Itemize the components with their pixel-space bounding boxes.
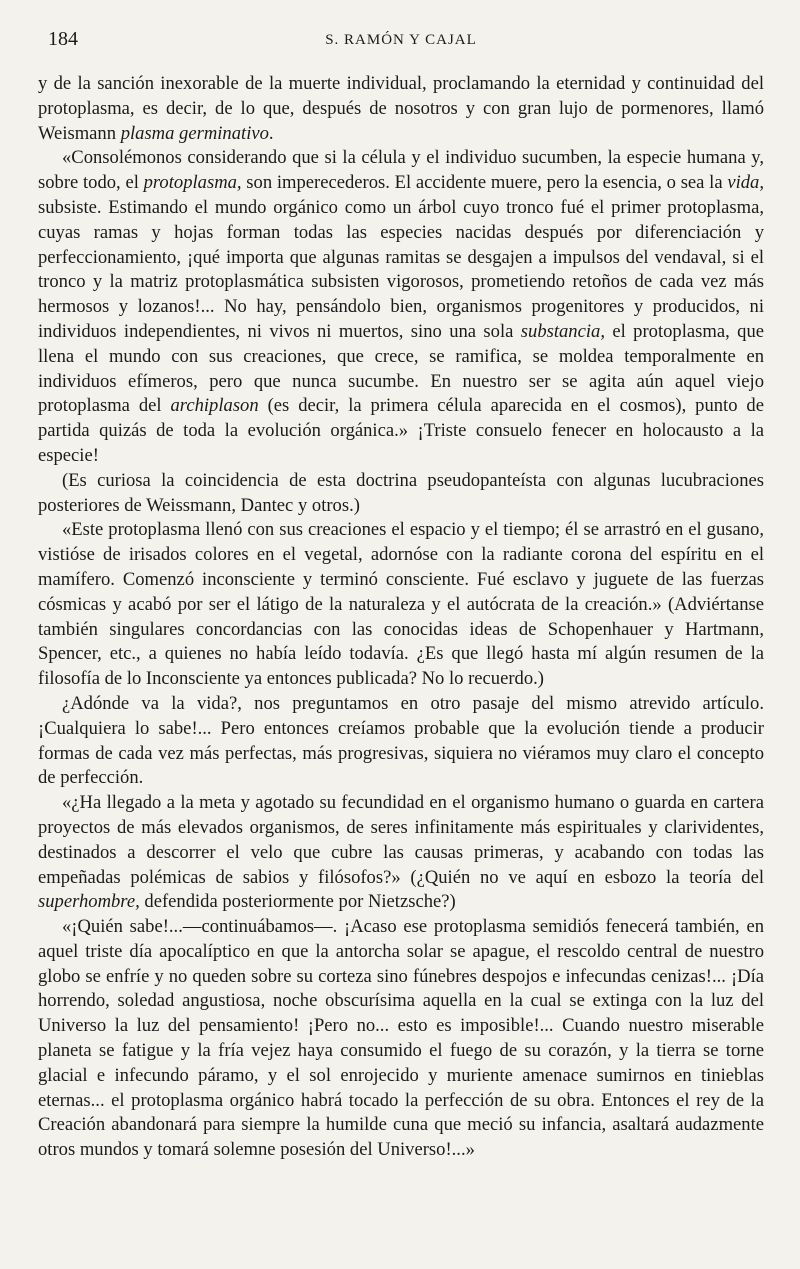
italic-term: vida, (727, 172, 764, 194)
text-run: . (268, 122, 274, 144)
paragraph (38, 146, 764, 468)
italic-term: plasma germinativo (120, 122, 269, 144)
text-run: «¡Quién sabe!...—continuábamos—. ¡Acaso ese protoplasma semidiós fenecerá también, en aquel triste día apocalíptico en que la antorcha solar se apague, el rescoldo central de nuestro globo se enfríe y no queden sobre su corteza sino fúnebres despojos e infecundas cenizas!... ¡Día horrendo, soledad angustiosa, noche obscurísima aquella en la cual se extinga con la luz del Universo la luz del pensamiento! ¡Pero no... esto es imposible!... Cuando nuestro miserable planeta se fatigue y la fría vejez haya consumido el fuego de su corazón, y la tierra se torne glacial e infecundo páramo, y el sol enrojecido y muriente amenace sumirnos en tinieblas eternas... el protoplasma orgánico habrá tocado la perfección de su obra. Entonces el rey de la Creación abandonará para siempre la humilde cuna que meció su infancia, asaltará audazmente otros mundos y tomará solemne posesión del Universo!...» (38, 916, 764, 1161)
running-title: S. RAMÓN Y CAJAL (325, 32, 477, 48)
text-run: ¿Adónde va la vida?, nos preguntamos en otro pasaje del mismo atrevido artículo. ¡Cualquiera lo sabe!... Pero entonces creíamos probable que la evolución tiende a producir formas de cada vez más perfectas, más progresivas, siquiera no viéramos muy claro el concepto de perfección. (38, 692, 764, 789)
paragraph (38, 692, 764, 791)
text-run: defendida posteriormente por Nietzsche?) (139, 891, 456, 913)
running-header (38, 28, 764, 54)
text-run: (es decir, la primera célula aparecida en el cosmos), punto de partida quizás de toda la evolución orgánica.» ¡Triste consuelo fenecer en holocausto a la especie! (38, 395, 764, 466)
italic-term: protoplasma, (143, 172, 242, 194)
paragraph (38, 915, 764, 1163)
paragraph (38, 72, 764, 146)
paragraph (38, 469, 764, 519)
text-run: son imperecederos. El accidente muere, pero la esencia, o sea la (241, 172, 728, 194)
text-run: «¿Ha llegado a la meta y agotado su fecundidad en el organismo humano o guarda en cartera proyectos de más elevados organismos, de seres infinitamente más espirituales y clarividentes, destinados a descorrer el velo que cubre las causas primeras, y acabando con todas las empeñadas polémicas de sabios y filósofos?» (¿Quién no ve aquí en esbozo la teoría del (38, 792, 764, 888)
italic-term: substancia, (520, 320, 605, 342)
paragraph (38, 791, 764, 915)
text-run: el protoplasma, que llena el mundo con sus creaciones, que crece, se ramifica, se moldea temporalmente en individuos efímeros, pero que nunca sucumbe. En nuestro ser se agita aún aquel viejo protoplasma del (38, 320, 764, 417)
text-run: subsiste. Estimando el mundo orgánico como un árbol cuyo tronco fué el primer protoplasma, cuyas ramas y hojas forman todas las especies nacidas después por diferenciación y perfeccionamiento, ¡qué importa que algunas ramitas se desgajen a impulsos del vendaval, si el tronco y la matriz protoplasmática subsisten vigorosos, prometiendo retoños de cada vez más hermosos y lozanos!... No hay, pensándolo bien, organismos progenitores y producidos, ni individuos independientes, ni vivos ni muertos, sino una sola (38, 196, 764, 342)
text-run: «Consolémonos considerando que si la célula y el individuo sucumben, la especie humana y, sobre todo, el (38, 147, 764, 194)
text-run: (Es curiosa la coincidencia de esta doctrina pseudopanteísta con algunas lucubraciones posteriores de Weissmann, Dantec y otros.) (38, 469, 764, 516)
body-text (38, 72, 764, 1163)
italic-term: archiplason (170, 395, 259, 417)
text-run: y de la sanción inexorable de la muerte individual, proclamando la eternidad y continuidad del protoplasma, es decir, de lo que, después de nosotros y con gran lujo de pormenores, llamó Weismann (38, 73, 764, 144)
page-number: 184 (48, 28, 78, 50)
paragraph (38, 518, 764, 692)
text-run: «Este protoplasma llenó con sus creaciones el espacio y el tiempo; él se arrastró en el gusano, vistióse de irisados colores en el vegetal, adornóse con la radiante corona del espíritu en el mamífero. Comenzó inconsciente y terminó consciente. Fué esclavo y juguete de las fuerzas cósmicas y acabó por ser el látigo de la naturaleza y el autócrata de la creación.» (Adviértanse también singulares concordancias con las conocidas ideas de Schopenhauer y Hartmann, Spencer, etc., a quienes no había leído todavía. ¿Es que llegó hasta mí algún resumen de la filosofía de lo Inconsciente ya entonces publicada? No lo recuerdo.) (38, 519, 764, 690)
italic-term: superhombre, (38, 891, 140, 913)
